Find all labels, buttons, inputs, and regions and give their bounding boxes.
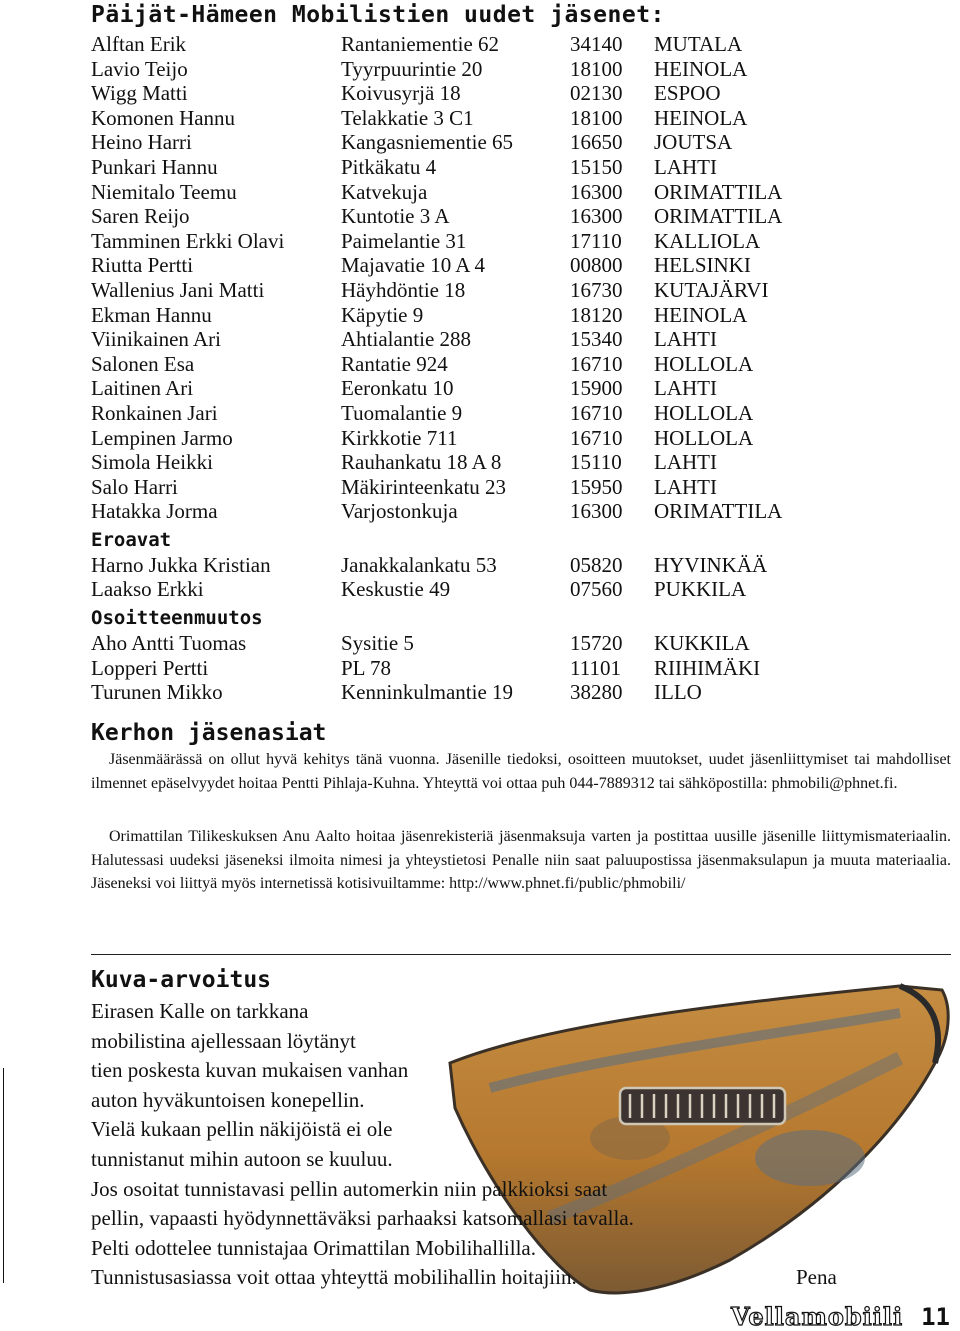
member-name: Laakso Erkki <box>91 577 204 602</box>
member-zip: 16300 <box>570 179 623 204</box>
member-zip: 02130 <box>570 81 623 106</box>
member-zip: 16710 <box>570 425 623 450</box>
member-city: ORIMATTILA <box>654 204 783 229</box>
member-city: HEINOLA <box>654 302 748 327</box>
riddle-line: tunnistanut mihin autoon se kuuluu. <box>91 1146 393 1171</box>
member-address: Ahtialantie 288 <box>341 327 472 352</box>
list-item <box>91 106 951 131</box>
member-address: Katvekuja <box>341 179 428 204</box>
member-name: Punkari Hannu <box>91 154 218 179</box>
list-item <box>91 631 951 656</box>
list-item <box>91 450 951 475</box>
member-address: Sysitie 5 <box>341 631 414 656</box>
page-footer <box>731 1302 950 1331</box>
member-zip: 15110 <box>570 450 622 475</box>
list-item <box>91 577 951 602</box>
member-city: HOLLOLA <box>654 425 754 450</box>
magazine-name: Vellamobiili <box>730 1302 904 1331</box>
member-zip: 11101 <box>570 655 621 680</box>
member-name: Wallenius Jani Matti <box>91 277 265 302</box>
member-address: Majavatie 10 A 4 <box>341 253 486 278</box>
member-address: Käpytie 9 <box>341 302 424 327</box>
member-address: Tuomalantie 9 <box>341 400 463 425</box>
list-item <box>91 229 951 254</box>
member-zip: 16300 <box>570 499 623 524</box>
list-item <box>91 352 951 377</box>
member-city: LAHTI <box>654 474 717 499</box>
member-zip: 16300 <box>570 204 623 229</box>
member-city: LAHTI <box>654 376 717 401</box>
club-paragraph-2: Orimattilan Tilikeskuksen Anu Aalto hoitaa jäsenrekisteriä jäsenmaksuja varten ja postittaa uusille jäsenille liittymismateriaalin. Halutessasi uudeksi jäseneksi ilmoita nimesi ja yhteystietosi Penalle niin saat paluupostissa jäsenmaksulapun ja muuta materiaalia. Jäseneksi voi liittyä myös internetissä kotisivuiltamme: http://www.phnet.fi/public/phmobili/ <box>91 828 951 892</box>
member-name: Laitinen Ari <box>91 376 194 401</box>
member-list <box>91 32 951 705</box>
member-name: Tamminen Erkki Olavi <box>91 228 285 253</box>
list-item <box>91 130 951 155</box>
riddle-text <box>91 997 851 1293</box>
member-name: Simola Heikki <box>91 450 213 475</box>
riddle-line: Vielä kukaan pellin näkijöistä ei ole <box>91 1117 393 1142</box>
member-city: ORIMATTILA <box>654 499 783 524</box>
member-city: LAHTI <box>654 450 717 475</box>
member-name: Harno Jukka Kristian <box>91 552 271 577</box>
member-name: Niemitalo Teemu <box>91 179 237 204</box>
riddle-line <box>91 1263 851 1293</box>
member-city: MUTALA <box>654 32 743 56</box>
member-city: JOUTSA <box>654 130 733 155</box>
member-address: Kangasniementie 65 <box>341 130 514 155</box>
member-name: Ekman Hannu <box>91 302 212 327</box>
member-address: Rauhankatu 18 A 8 <box>341 450 502 475</box>
member-city: ILLO <box>654 680 702 705</box>
member-zip: 18100 <box>570 56 623 81</box>
list-item <box>91 180 951 205</box>
resigned-heading: Eroavat <box>91 528 172 551</box>
member-name: Hatakka Jorma <box>91 499 218 524</box>
member-address: Rantatie 924 <box>341 351 448 376</box>
riddle-line: tien poskesta kuvan mukaisen vanhan <box>91 1058 409 1083</box>
member-name: Viinikainen Ari <box>91 327 221 352</box>
list-item <box>91 204 951 229</box>
list-item <box>91 253 951 278</box>
member-address: Telakkatie 3 C1 <box>341 105 474 130</box>
member-city: HOLLOLA <box>654 400 754 425</box>
member-city: LAHTI <box>654 154 717 179</box>
member-address: Eeronkatu 10 <box>341 376 454 401</box>
member-zip: 16710 <box>570 351 623 376</box>
list-item <box>91 278 951 303</box>
member-name: Ronkainen Jari <box>91 400 218 425</box>
member-address: Janakkalankatu 53 <box>341 552 497 577</box>
list-item <box>91 475 951 500</box>
member-city: LAHTI <box>654 327 717 352</box>
member-zip: 18120 <box>570 302 623 327</box>
member-address: Varjostonkuja <box>341 499 458 524</box>
list-item <box>91 426 951 451</box>
page-heading: Päijät-Hämeen Mobilistien uudet jäsenet: <box>91 2 665 28</box>
member-name: Lavio Teijo <box>91 56 188 81</box>
member-zip: 34140 <box>570 32 623 56</box>
member-name: Saren Reijo <box>91 204 190 229</box>
list-item <box>91 155 951 180</box>
member-zip: 15150 <box>570 154 623 179</box>
member-name: Lopperi Pertti <box>91 655 209 680</box>
list-item <box>91 81 951 106</box>
address-change-heading: Osoitteenmuutos <box>91 607 263 630</box>
list-item <box>91 553 951 578</box>
list-item <box>91 680 951 705</box>
list-item <box>91 376 951 401</box>
member-zip: 18100 <box>570 105 623 130</box>
member-zip: 15340 <box>570 327 623 352</box>
member-address: Paimelantie 31 <box>341 228 467 253</box>
list-item <box>91 327 951 352</box>
member-address: Häyhdöntie 18 <box>341 277 466 302</box>
riddle-line: Eirasen Kalle on tarkkana <box>91 999 309 1023</box>
riddle-line-text: Tunnistusasiassa voit ottaa yhteyttä mobilihallin hoitajiin. <box>91 1265 577 1290</box>
member-name: Lempinen Jarmo <box>91 425 233 450</box>
member-name: Salo Harri <box>91 474 178 499</box>
member-address: Kenninkulmantie 19 <box>341 680 514 705</box>
list-item <box>91 499 951 524</box>
member-address: Koivusyrjä 18 <box>341 81 461 106</box>
list-item <box>91 303 951 328</box>
member-name: Alftan Erik <box>91 32 187 56</box>
member-zip: 05820 <box>570 552 623 577</box>
section-divider <box>91 954 951 955</box>
riddle-heading: Kuva-arvoitus <box>91 967 272 993</box>
member-zip: 17110 <box>570 228 622 253</box>
member-city: HYVINKÄÄ <box>654 552 768 577</box>
member-city: HOLLOLA <box>654 351 754 376</box>
member-city: ORIMATTILA <box>654 179 783 204</box>
member-address: Rantaniementie 62 <box>341 32 500 56</box>
margin-rule <box>3 1068 4 1283</box>
member-name: Aho Antti Tuomas <box>91 631 247 656</box>
riddle-line: pellin, vapaasti hyödynnettäväksi parhaaksi katsomallasi tavalla. <box>91 1206 634 1231</box>
member-zip: 00800 <box>570 253 623 278</box>
member-city: RIIHIMÄKI <box>654 655 761 680</box>
member-city: HEINOLA <box>654 56 748 81</box>
member-address: Kuntotie 3 A <box>341 204 450 229</box>
member-name: Komonen Hannu <box>91 105 236 130</box>
riddle-line: Jos osoitat tunnistavasi pellin automerkin niin palkkioksi saat <box>91 1176 608 1201</box>
member-zip: 38280 <box>570 680 623 705</box>
member-address: Keskustie 49 <box>341 577 451 602</box>
member-name: Turunen Mikko <box>91 680 223 705</box>
member-address: Kirkkotie 711 <box>341 425 458 450</box>
member-city: HELSINKI <box>654 253 751 278</box>
member-address: PL 78 <box>341 655 391 680</box>
riddle-line: auton hyväkuntoisen konepellin. <box>91 1087 365 1112</box>
list-item <box>91 57 951 82</box>
member-zip: 07560 <box>570 577 623 602</box>
member-city: PUKKILA <box>654 577 747 602</box>
member-zip: 16710 <box>570 400 623 425</box>
member-zip: 16730 <box>570 277 623 302</box>
member-name: Heino Harri <box>91 130 192 155</box>
list-item <box>91 401 951 426</box>
member-zip: 15900 <box>570 376 623 401</box>
member-name: Riutta Pertti <box>91 253 194 278</box>
member-zip: 15950 <box>570 474 623 499</box>
club-paragraph-1: Jäsenmäärässä on ollut hyvä kehitys tänä vuonna. Jäsenille tiedoksi, osoitteen muutokset, uudet jäsenliittymiset tai mahdolliset ilmennet epäselvyydet hoitaa Pentti Pihlaja-Kuhna. Yhteyttä voi ottaa puh 044-7889312 tai sähköpostilla: phmobili@phnet.fi. <box>91 751 951 792</box>
member-zip: 15720 <box>570 631 623 656</box>
member-name: Wigg Matti <box>91 81 188 106</box>
member-address: Pitkäkatu 4 <box>341 154 437 179</box>
member-address: Mäkirinteenkatu 23 <box>341 474 507 499</box>
member-city: ESPOO <box>654 81 721 106</box>
signature: Pena <box>796 1265 837 1290</box>
riddle-line: Pelti odottelee tunnistajaa Orimattilan Mobilihallilla. <box>91 1235 536 1260</box>
member-zip: 16650 <box>570 130 623 155</box>
member-city: KUKKILA <box>654 631 750 656</box>
club-heading: Kerhon jäsenasiat <box>91 720 327 746</box>
list-item <box>91 656 951 681</box>
member-city: KALLIOLA <box>654 228 761 253</box>
member-city: HEINOLA <box>654 105 748 130</box>
member-address: Tyyrpuurintie 20 <box>341 56 483 81</box>
member-city: KUTAJÄRVI <box>654 277 769 302</box>
page-number: 11 <box>921 1303 950 1331</box>
riddle-line: mobilistina ajellessaan löytänyt <box>91 1028 356 1053</box>
member-name: Salonen Esa <box>91 351 195 376</box>
list-item <box>91 32 951 57</box>
